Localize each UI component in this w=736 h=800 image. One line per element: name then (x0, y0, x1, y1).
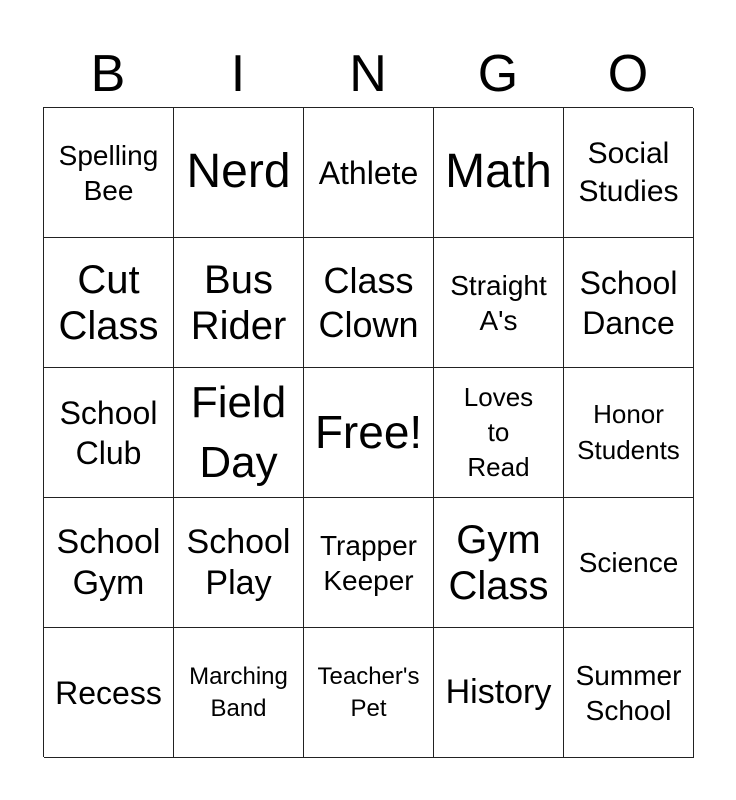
cell-text: Straight A's (450, 269, 547, 336)
cell-text: School Gym (56, 523, 161, 602)
cell-text: Athlete (318, 154, 419, 191)
bingo-cell[interactable] (434, 108, 564, 238)
bingo-cell[interactable] (174, 498, 304, 628)
bingo-cell[interactable] (564, 498, 694, 628)
bingo-cell[interactable] (434, 368, 564, 498)
bingo-cell[interactable] (304, 108, 434, 238)
bingo-cell[interactable] (434, 238, 564, 368)
cell-text: Field Day (190, 378, 287, 487)
cell-text: Class Clown (318, 260, 419, 345)
bingo-cell[interactable] (174, 238, 304, 368)
cell-text: Teacher's Pet (317, 663, 420, 722)
bingo-cell[interactable] (44, 238, 174, 368)
bingo-cell[interactable] (564, 108, 694, 238)
bingo-cell[interactable] (304, 498, 434, 628)
cell-text: Honor Students (577, 399, 680, 465)
bingo-cell[interactable] (434, 498, 564, 628)
cell-text: Loves to Read (463, 381, 534, 483)
bingo-cell[interactable] (44, 368, 174, 498)
cell-text: Social Studies (578, 137, 679, 208)
cell-text: Summer School (575, 659, 682, 726)
cell-text: School Club (59, 394, 158, 471)
bingo-cell[interactable] (564, 368, 694, 498)
cell-text: School Play (186, 523, 291, 602)
header-letter-o: O (607, 45, 649, 103)
bingo-cell[interactable] (174, 108, 304, 238)
bingo-cell[interactable] (304, 238, 434, 368)
cell-text: Marching Band (189, 663, 288, 722)
bingo-cell[interactable] (44, 108, 174, 238)
header-letter-g: G (477, 45, 519, 103)
cell-text: Cut Class (58, 257, 159, 348)
cell-text: Bus Rider (190, 257, 287, 348)
cell-text: History (445, 673, 552, 712)
bingo-header (43, 40, 693, 108)
cell-text: Nerd (186, 145, 291, 199)
free-space[interactable] (304, 368, 434, 498)
cell-text: Recess (55, 674, 162, 711)
bingo-cell[interactable] (44, 498, 174, 628)
cell-text: Spelling Bee (58, 139, 159, 206)
header-letter-n: N (349, 45, 387, 103)
bingo-cell[interactable] (174, 368, 304, 498)
bingo-cell[interactable] (44, 628, 174, 758)
header-letter-i: I (230, 45, 246, 103)
header-letter-b: B (90, 45, 126, 103)
bingo-board (43, 107, 693, 757)
bingo-cell[interactable] (434, 628, 564, 758)
cell-text: Math (445, 145, 552, 199)
cell-text: Free! (314, 406, 423, 459)
bingo-cell[interactable] (564, 238, 694, 368)
bingo-cell[interactable] (304, 628, 434, 758)
cell-text: Trapper Keeper (319, 529, 417, 596)
bingo-cell[interactable] (564, 628, 694, 758)
cell-text: School Dance (579, 264, 678, 341)
bingo-cell[interactable] (174, 628, 304, 758)
cell-text: Science (578, 547, 679, 578)
cell-text: Gym Class (448, 517, 549, 608)
